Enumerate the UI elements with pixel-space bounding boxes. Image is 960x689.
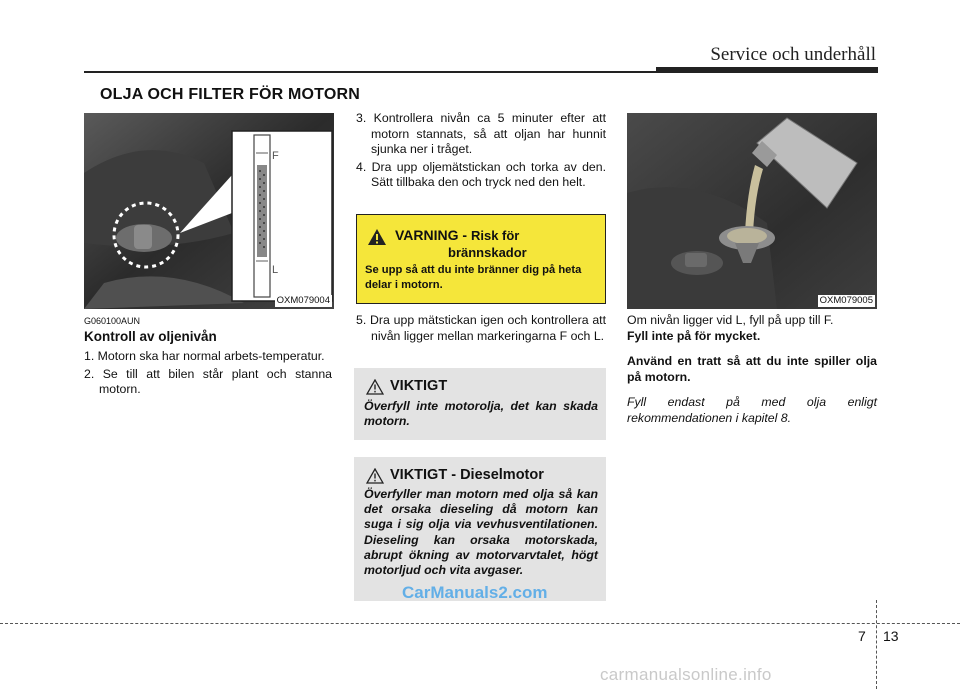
middle-column-bottom [356, 313, 606, 346]
watermark-overlay: CarManuals2.com [402, 583, 548, 602]
caution-triangle-icon [366, 379, 384, 395]
list-item: 3. Kontrollera nivån ca 5 minuter efter att motorn stannats, så att oljan har hunnit sjunka ner i tråget. [356, 111, 606, 157]
middle-column-top [356, 111, 606, 193]
fill-instruction: Om nivån ligger vid L, fyll på upp till F. [627, 313, 834, 327]
oil-filling-photo-caption: OXM079005 [819, 295, 873, 306]
dipstick-photo [84, 113, 334, 309]
dipstick-photo-caption: OXM079004 [276, 295, 330, 306]
footer-rule [0, 623, 960, 624]
dipstick-mark-f: F [272, 150, 279, 162]
footer-divider [876, 600, 877, 689]
list-item: 1. Motorn ska har normal arbets-temperatur. [84, 349, 325, 363]
fill-instruction-bold: Fyll inte på för mycket. [627, 328, 761, 343]
caution-triangle-icon [366, 468, 384, 484]
notice-text: Överfyll inte motorolja, det kan skada motorn. [364, 399, 598, 429]
notice-title: VIKTIGT - Dieselmotor [390, 467, 544, 483]
section-code: G060100AUN [84, 316, 141, 326]
notice-box-diesel [354, 457, 606, 601]
warning-label: VARNING - [395, 227, 468, 243]
list-item: 4. Dra upp oljemätstickan och torka av den. Sätt tillbaka den och tryck ned den helt. [356, 159, 606, 190]
section-title: OLJA OCH FILTER FÖR MOTORN [100, 86, 361, 103]
page-header-title: Service och underhåll [710, 44, 876, 65]
dipstick-mark-l: L [272, 264, 279, 276]
notice-title: VIKTIGT [390, 378, 448, 394]
right-column [627, 313, 877, 439]
left-column [84, 349, 332, 400]
chapter-number: 7 [858, 628, 866, 644]
warning-box [356, 214, 606, 304]
subheading: Kontroll av oljenivån [84, 329, 217, 344]
watermark-bottom: carmanualsonline.info [600, 665, 772, 684]
list-item: 5. Dra upp mätstickan igen och kontrollera att nivån ligger mellan markeringarna F och L. [356, 313, 606, 343]
warning-title-part1: Risk för [470, 228, 520, 243]
warning-title-part2: brännskador [448, 245, 527, 260]
list-item: 2. Se till att bilen står plant och stanna motorn. [84, 366, 332, 397]
warning-triangle-icon [367, 228, 387, 246]
oil-recommendation-note: Fyll endast på med olja enligt rekommendationen i kapitel 8. [627, 395, 877, 425]
header-rule-thin [84, 71, 660, 73]
warning-text: Se upp så att du inte bränner dig på heta delar i motorn. [365, 264, 582, 291]
oil-filling-photo [627, 113, 877, 309]
notice-box-overfill [354, 368, 606, 440]
header-rule-thick [656, 67, 878, 73]
notice-text: Överfyller man motorn med olja så kan det orsaka dieseling då motorn kan suga i sig olja via vevhusventilationen. Dieseling kan orsaka motorskada, abrupt ökning av motorvarvtalet, högt motorljud och vita avgaser. [364, 487, 598, 578]
page-number: 13 [883, 628, 899, 644]
funnel-instruction: Använd en tratt så att du inte spiller olja på motorn. [627, 354, 877, 384]
